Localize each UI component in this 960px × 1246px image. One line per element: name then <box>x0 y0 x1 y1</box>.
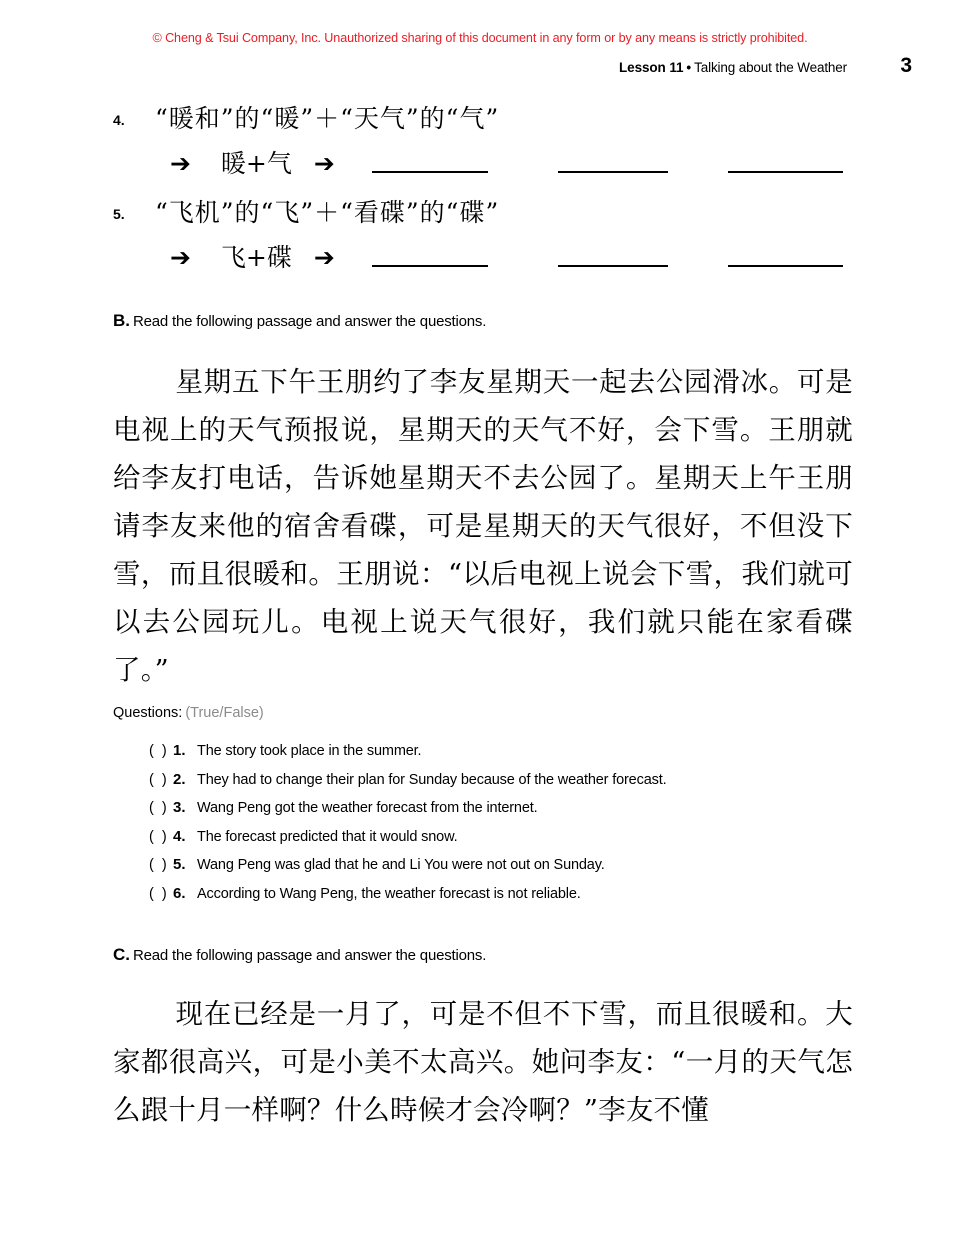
page-number: 3 <box>900 54 912 77</box>
arrow-icon: ➔ <box>170 149 191 178</box>
true-false-list <box>149 742 869 914</box>
questions-label-text: Questions: <box>113 705 183 721</box>
passage-text: 现在已经是一月了，可是不但不下雪，而且很暖和。大家都很高兴，可是小美不太高兴。她问李友：“一月的天气怎么跟十月一样啊？什么時候才会冷啊？”李友不懂 <box>113 998 853 1126</box>
exercise-answer-row-4 <box>170 144 335 180</box>
question-text: Wang Peng was glad that he and Li You were not out on Sunday. <box>197 857 605 874</box>
section-b-instruction: Read the following passage and answer the questions. <box>133 313 487 330</box>
arrow-icon: ➔ <box>313 149 335 178</box>
section-b-passage <box>113 358 853 694</box>
question-number: 3. <box>173 799 186 817</box>
running-head <box>113 60 847 75</box>
questions-type: (True/False) <box>185 705 264 721</box>
exercise-prompt-5: “飞机”的“飞”＋“看碟”的“碟” <box>155 198 500 227</box>
question-text: They had to change their plan for Sunday because of the weather forecast. <box>197 771 667 788</box>
answer-parenthesis[interactable]: ( ) <box>149 857 169 874</box>
separator-dot: • <box>686 60 692 75</box>
question-text: According to Wang Peng, the weather forecast is not reliable. <box>197 885 581 902</box>
question-number: 5. <box>173 856 186 874</box>
answer-parenthesis[interactable]: ( ) <box>149 743 169 759</box>
question-number: 2. <box>173 770 186 788</box>
list-item <box>149 771 869 800</box>
answer-parenthesis[interactable]: ( ) <box>149 800 169 817</box>
lesson-topic: Talking about the Weather <box>694 60 847 75</box>
arrow-icon: ➔ <box>313 243 335 272</box>
answer-blank[interactable] <box>558 265 668 267</box>
copyright-notice: © Cheng & Tsui Company, Inc. Unauthorized sharing of this document in any form or by any means is strictly prohibited. <box>152 31 808 45</box>
question-text: The forecast predicted that it would snow. <box>197 828 458 845</box>
answer-blank[interactable] <box>728 171 843 173</box>
exercise-answer-row-5 <box>170 238 335 274</box>
exercise-combo-4: 暖+气 <box>220 149 292 178</box>
list-item <box>149 828 869 857</box>
lesson-label: Lesson 11 <box>619 60 684 75</box>
exercise-number-5: 5. <box>113 206 125 222</box>
question-number: 6. <box>173 884 186 902</box>
question-text: The story took place in the summer. <box>197 743 422 759</box>
list-item <box>149 742 869 771</box>
answer-parenthesis[interactable]: ( ) <box>149 885 169 902</box>
exercise-number-4: 4. <box>113 112 125 128</box>
questions-label <box>113 705 264 721</box>
section-b-letter: B. <box>113 311 130 330</box>
section-c-heading <box>113 945 486 965</box>
list-item <box>149 856 869 885</box>
list-item <box>149 799 869 828</box>
list-item <box>149 885 869 914</box>
section-b-heading <box>113 311 486 331</box>
answer-blank[interactable] <box>728 265 843 267</box>
answer-blank[interactable] <box>372 265 488 267</box>
exercise-prompt-4: “暖和”的“暖”＋“天气”的“气” <box>155 104 500 133</box>
exercise-combo-5: 飞+碟 <box>220 243 292 272</box>
answer-blank[interactable] <box>558 171 668 173</box>
answer-parenthesis[interactable]: ( ) <box>149 828 169 845</box>
question-number: 4. <box>173 827 186 845</box>
passage-text: 星期五下午王朋约了李友星期天一起去公园滑冰。可是电视上的天气预报说，星期天的天气不好，会下雪。王朋就给李友打电话，告诉她星期天不去公园了。星期天上午王朋请李友来他的宿舍看碟，可是星期天的天气很好，不但没下雪，而且很暖和。王朋说：“以后电视上说会下雪，我们就可以去公园玩儿。电视上说天气很好，我们就只能在家看碟了。” <box>113 366 853 686</box>
arrow-icon: ➔ <box>170 243 191 272</box>
section-c-instruction: Read the following passage and answer the questions. <box>133 947 487 964</box>
section-c-letter: C. <box>113 945 130 964</box>
section-c-passage <box>113 990 853 1134</box>
answer-blank[interactable] <box>372 171 488 173</box>
answer-parenthesis[interactable]: ( ) <box>149 771 169 788</box>
question-number: 1. <box>173 742 186 759</box>
question-text: Wang Peng got the weather forecast from the internet. <box>197 800 538 817</box>
